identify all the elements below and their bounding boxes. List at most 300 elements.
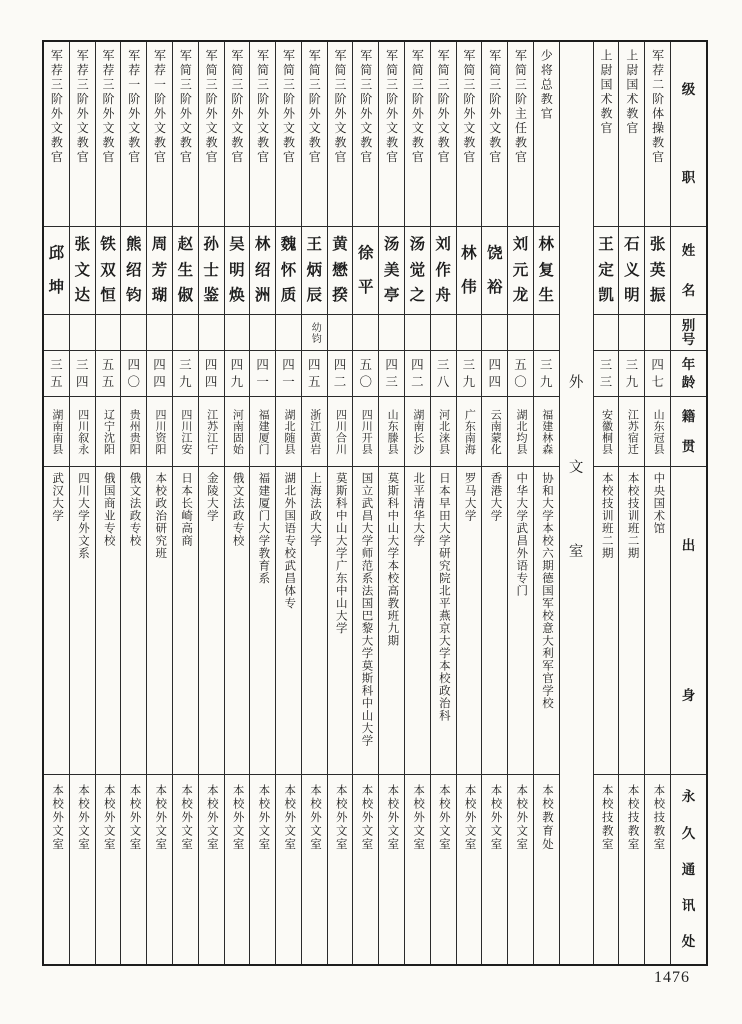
origin-text: 本校技训班二期 xyxy=(600,472,613,560)
age-cell xyxy=(645,351,670,397)
alias-cell xyxy=(44,315,69,351)
age-cell xyxy=(379,351,404,397)
alias-cell xyxy=(431,315,456,351)
name-cell xyxy=(534,227,559,315)
name-char: 饶 xyxy=(486,244,503,262)
rank-text: 军简三阶外文教官 xyxy=(307,49,322,165)
name-char: 达 xyxy=(74,287,90,305)
age-cell xyxy=(482,351,507,397)
age-cell xyxy=(457,351,482,397)
age-char: 三 xyxy=(179,357,192,372)
native-cell xyxy=(594,397,619,467)
name-cell xyxy=(276,227,301,315)
rank-text: 军简三阶外文教官 xyxy=(178,49,193,165)
name-cell xyxy=(121,227,146,315)
alias-cell xyxy=(405,315,430,351)
name-char: 熊 xyxy=(126,236,142,254)
age-char: 四 xyxy=(385,357,398,372)
age-char: 四 xyxy=(488,374,501,389)
origin-cell xyxy=(199,467,224,775)
rank-text: 军荐一阶外文教官 xyxy=(126,49,141,165)
native-cell xyxy=(534,397,559,467)
native-text: 湖北随县 xyxy=(282,408,295,455)
rank-text: 军简三阶外文教官 xyxy=(229,49,244,165)
age-char: 三 xyxy=(599,357,613,372)
native-text: 四川资阳 xyxy=(154,408,167,455)
contact-cell xyxy=(353,775,378,964)
native-cell xyxy=(225,397,250,467)
name-char: 明 xyxy=(624,287,640,305)
contact-cell xyxy=(405,775,430,964)
header-alias-char: 别 xyxy=(681,318,696,333)
alias-cell xyxy=(250,315,275,351)
person-column xyxy=(618,42,644,964)
age-char: 四 xyxy=(307,357,321,372)
person-column xyxy=(644,42,670,964)
name-char: 芳 xyxy=(151,261,168,279)
name-char: 周 xyxy=(151,236,168,254)
alias-cell xyxy=(482,315,507,351)
native-cell xyxy=(508,397,533,467)
age-char: 四 xyxy=(204,374,218,389)
alias-cell xyxy=(457,315,482,351)
contact-text: 本校外文室 xyxy=(360,784,373,852)
age-cell xyxy=(44,351,69,397)
header-rank-char: 级 xyxy=(681,82,696,98)
contact-text: 本校外文室 xyxy=(515,784,528,852)
contact-text: 本校外文室 xyxy=(308,784,321,852)
native-text: 湖南长沙 xyxy=(411,408,424,455)
header-alias-char: 号 xyxy=(681,331,696,347)
age-char: 四 xyxy=(488,357,501,372)
contact-cell xyxy=(147,775,172,964)
age-char: 三 xyxy=(540,357,553,372)
origin-cell xyxy=(44,467,69,775)
rank-cell xyxy=(302,42,327,227)
rank-cell xyxy=(147,42,172,227)
person-column xyxy=(533,42,559,964)
native-cell xyxy=(645,397,670,467)
name-cell xyxy=(147,227,172,315)
alias-cell xyxy=(302,315,327,351)
alias-text: 幼钧 xyxy=(309,321,321,344)
alias-cell xyxy=(173,315,198,351)
age-char: 三 xyxy=(385,374,398,389)
person-column xyxy=(224,42,250,964)
rank-cell xyxy=(276,42,301,227)
name-char: 舟 xyxy=(435,287,451,305)
origin-text: 中华大学武昌外语专门 xyxy=(515,472,528,597)
person-column xyxy=(44,42,69,964)
name-char: 邱 xyxy=(48,244,65,262)
rank-text: 军荐一阶外文教官 xyxy=(152,49,167,165)
alias-cell xyxy=(276,315,301,351)
origin-cell xyxy=(225,467,250,775)
native-text: 四川江安 xyxy=(179,408,192,455)
age-cell xyxy=(328,351,353,397)
name-char: 钧 xyxy=(126,287,142,305)
contact-cell xyxy=(96,775,121,964)
age-char: 四 xyxy=(230,357,244,372)
age-cell xyxy=(199,351,224,397)
age-char: 四 xyxy=(127,357,141,372)
alias-cell xyxy=(379,315,404,351)
origin-cell xyxy=(353,467,378,775)
contact-text: 本校技教室 xyxy=(600,784,613,852)
name-char: 凯 xyxy=(598,287,614,305)
contact-text: 本校外文室 xyxy=(412,784,425,852)
name-char: 怀 xyxy=(280,261,297,279)
name-char: 吴 xyxy=(229,236,245,254)
rank-cell xyxy=(534,42,559,227)
name-char: 生 xyxy=(538,287,555,305)
alias-cell xyxy=(645,315,670,351)
header-age-char: 龄 xyxy=(681,375,696,390)
section-divider-column xyxy=(559,42,593,964)
origin-cell xyxy=(121,467,146,775)
age-char: 五 xyxy=(101,357,115,372)
name-cell xyxy=(199,227,224,315)
age-char: 九 xyxy=(462,374,476,389)
rank-text: 军简三阶外文教官 xyxy=(358,49,373,165)
name-char: 赵 xyxy=(177,236,194,254)
age-cell xyxy=(431,351,456,397)
native-text: 江苏宿迁 xyxy=(626,408,639,455)
name-char: 俶 xyxy=(177,287,194,305)
rank-text: 军简三阶外文教官 xyxy=(384,49,399,165)
contact-cell xyxy=(431,775,456,964)
age-char: 五 xyxy=(50,374,63,389)
alias-cell xyxy=(96,315,121,351)
name-char: 林 xyxy=(254,236,271,254)
header-age-char: 年 xyxy=(681,356,696,372)
contact-text: 本校外文室 xyxy=(180,784,193,852)
person-column xyxy=(198,42,224,964)
name-char: 质 xyxy=(280,287,297,305)
native-cell xyxy=(353,397,378,467)
age-cell xyxy=(534,351,559,397)
contact-cell xyxy=(276,775,301,964)
name-cell xyxy=(508,227,533,315)
name-char: 定 xyxy=(598,261,614,279)
contact-text: 本校外文室 xyxy=(386,784,399,852)
name-char: 复 xyxy=(538,261,555,279)
native-cell xyxy=(457,397,482,467)
origin-text: 本校技训班二期 xyxy=(626,472,639,560)
name-char: 焕 xyxy=(229,287,245,305)
contact-cell xyxy=(594,775,619,964)
native-text: 河南固始 xyxy=(231,408,244,455)
person-column xyxy=(327,42,353,964)
origin-cell xyxy=(594,467,619,775)
contact-cell xyxy=(457,775,482,964)
name-char: 亭 xyxy=(383,287,400,305)
name-char: 刘 xyxy=(435,236,451,254)
contact-text: 本校技教室 xyxy=(626,784,639,852)
origin-cell xyxy=(328,467,353,775)
rank-cell xyxy=(379,42,404,227)
name-char: 义 xyxy=(624,261,640,279)
contact-cell xyxy=(225,775,250,964)
native-cell xyxy=(379,397,404,467)
person-column xyxy=(69,42,95,964)
rank-text: 军简三阶主任教官 xyxy=(513,49,528,165)
name-char: 洲 xyxy=(254,287,271,305)
name-char: 觉 xyxy=(409,261,426,279)
person-column xyxy=(507,42,533,964)
alias-cell xyxy=(225,315,250,351)
native-text: 江苏江宁 xyxy=(205,408,218,455)
rank-text: 上尉国术教官 xyxy=(624,49,639,136)
contact-cell xyxy=(379,775,404,964)
age-char: 一 xyxy=(256,374,269,389)
person-column xyxy=(146,42,172,964)
name-char: 裕 xyxy=(486,278,503,296)
name-cell xyxy=(594,227,619,315)
age-char: 四 xyxy=(153,374,166,389)
contact-cell xyxy=(534,775,559,964)
rank-text: 军简三阶外文教官 xyxy=(255,49,270,165)
header-contact-char: 讯 xyxy=(681,897,696,913)
age-char: 三 xyxy=(625,357,639,372)
name-cell xyxy=(379,227,404,315)
origin-cell xyxy=(70,467,95,775)
rank-text: 军简三阶外文教官 xyxy=(410,49,425,165)
contact-cell xyxy=(121,775,146,964)
name-char: 恒 xyxy=(100,287,116,305)
name-char: 平 xyxy=(358,278,374,296)
header-name-label xyxy=(671,227,706,315)
name-char: 揆 xyxy=(332,287,348,305)
origin-cell xyxy=(405,467,430,775)
contact-text: 本校外文室 xyxy=(283,784,296,852)
origin-text: 武汉大学 xyxy=(51,472,64,522)
rank-text: 上尉国术教官 xyxy=(599,49,614,136)
age-char: 八 xyxy=(436,374,450,389)
header-rank-label xyxy=(671,42,706,227)
age-char: 五 xyxy=(359,357,373,372)
section-divider-char: 文 xyxy=(568,459,584,476)
native-text: 云南蒙化 xyxy=(489,408,502,455)
header-origin-label xyxy=(671,467,706,775)
person-column xyxy=(456,42,482,964)
native-text: 贵州贵阳 xyxy=(128,408,141,455)
rank-cell xyxy=(250,42,275,227)
header-alias-label xyxy=(671,315,706,351)
native-cell xyxy=(276,397,301,467)
native-cell xyxy=(70,397,95,467)
person-column xyxy=(172,42,198,964)
rank-cell xyxy=(328,42,353,227)
origin-cell xyxy=(250,467,275,775)
contact-text: 本校外文室 xyxy=(51,784,64,852)
name-cell xyxy=(482,227,507,315)
header-column xyxy=(670,42,706,964)
native-text: 四川合川 xyxy=(334,408,347,455)
person-column xyxy=(95,42,121,964)
name-char: 王 xyxy=(598,236,614,254)
native-text: 山东冠县 xyxy=(652,408,665,455)
person-column xyxy=(301,42,327,964)
contact-cell xyxy=(250,775,275,964)
alias-cell xyxy=(121,315,146,351)
name-char: 汤 xyxy=(383,236,400,254)
age-char: 九 xyxy=(540,374,553,389)
name-char: 元 xyxy=(512,261,529,279)
age-char: 四 xyxy=(75,374,89,389)
contact-text: 本校外文室 xyxy=(437,784,450,852)
name-char: 黄 xyxy=(332,236,348,254)
age-cell xyxy=(508,351,533,397)
person-column xyxy=(404,42,430,964)
rank-cell xyxy=(225,42,250,227)
rank-cell xyxy=(508,42,533,227)
age-char: 三 xyxy=(50,357,63,372)
rank-cell xyxy=(121,42,146,227)
native-cell xyxy=(121,397,146,467)
name-char: 张 xyxy=(649,236,666,254)
origin-text: 本校政治研究班 xyxy=(154,472,167,560)
name-char: 作 xyxy=(435,261,451,279)
name-char: 振 xyxy=(649,287,666,305)
rank-text: 军荐三阶外文教官 xyxy=(75,49,90,165)
rank-cell xyxy=(199,42,224,227)
origin-cell xyxy=(276,467,301,775)
contact-text: 本校外文室 xyxy=(102,784,115,852)
name-char: 双 xyxy=(100,261,116,279)
contact-cell xyxy=(70,775,95,964)
origin-cell xyxy=(379,467,404,775)
contact-cell xyxy=(645,775,670,964)
origin-text: 香港大学 xyxy=(489,472,502,522)
origin-text: 金陵大学 xyxy=(205,472,218,522)
header-name-char: 姓 xyxy=(681,243,696,258)
name-cell xyxy=(70,227,95,315)
rank-cell xyxy=(645,42,670,227)
person-column xyxy=(593,42,619,964)
name-char: 王 xyxy=(306,236,322,254)
native-text: 四川开县 xyxy=(360,408,373,455)
origin-text: 福建厦门大学教育系 xyxy=(257,472,270,585)
native-cell xyxy=(405,397,430,467)
name-char: 之 xyxy=(409,287,426,305)
rank-text: 军简三阶外文教官 xyxy=(333,49,348,165)
header-native-char: 贯 xyxy=(681,439,696,454)
roster-table xyxy=(42,40,708,966)
rank-cell xyxy=(405,42,430,227)
name-char: 生 xyxy=(177,261,194,279)
contact-cell xyxy=(482,775,507,964)
rank-text: 军荐二阶体操教官 xyxy=(650,49,665,165)
native-text: 安徽桐县 xyxy=(600,408,613,455)
name-char: 张 xyxy=(74,236,90,254)
origin-cell xyxy=(147,467,172,775)
alias-cell xyxy=(70,315,95,351)
origin-text: 中央国术馆 xyxy=(652,472,665,535)
rank-text: 军简三阶外文教官 xyxy=(281,49,296,165)
name-cell xyxy=(431,227,456,315)
age-char: 五 xyxy=(514,357,527,372)
person-column xyxy=(430,42,456,964)
age-char: 一 xyxy=(282,374,295,389)
section-divider-char: 外 xyxy=(568,375,584,392)
name-cell xyxy=(405,227,430,315)
header-contact-char: 处 xyxy=(681,934,696,950)
contact-text: 本校外文室 xyxy=(231,784,244,852)
alias-cell xyxy=(508,315,533,351)
age-char: 三 xyxy=(75,357,89,372)
name-char: 辰 xyxy=(306,287,322,305)
age-char: 〇 xyxy=(127,374,141,389)
age-cell xyxy=(250,351,275,397)
rank-cell xyxy=(594,42,619,227)
contact-text: 本校外文室 xyxy=(128,784,141,852)
age-cell xyxy=(302,351,327,397)
rank-text: 军荐三阶外文教官 xyxy=(100,49,115,165)
origin-text: 日本早田大学研究院北平燕京大学本校政治科 xyxy=(437,472,450,722)
name-char: 鉴 xyxy=(203,287,219,305)
header-contact-char: 通 xyxy=(681,861,696,877)
age-char: 四 xyxy=(153,357,166,372)
name-char: 懋 xyxy=(332,261,348,279)
rank-cell xyxy=(457,42,482,227)
rank-text: 少将总教官 xyxy=(539,49,554,122)
age-char: 四 xyxy=(204,357,218,372)
name-char: 林 xyxy=(461,244,477,262)
origin-text: 莫斯科中山大学广东中山大学 xyxy=(334,472,347,635)
person-column xyxy=(352,42,378,964)
name-char: 石 xyxy=(624,236,640,254)
rank-cell xyxy=(96,42,121,227)
rank-text: 军荐三阶外文教官 xyxy=(49,49,64,165)
age-char: 四 xyxy=(651,357,664,372)
contact-text: 本校外文室 xyxy=(154,784,167,852)
name-char: 魏 xyxy=(280,236,297,254)
person-column xyxy=(481,42,507,964)
origin-text: 协和大学本校六期德国军校意大利军官学校 xyxy=(541,472,554,710)
origin-text: 上海法政大学 xyxy=(308,472,321,547)
rank-cell xyxy=(431,42,456,227)
age-char: 二 xyxy=(411,374,424,389)
native-text: 四川叙永 xyxy=(76,408,89,455)
age-char: 〇 xyxy=(514,374,527,389)
age-cell xyxy=(405,351,430,397)
origin-text: 俄文法政专校 xyxy=(231,472,244,547)
age-char: 七 xyxy=(651,374,664,389)
native-cell xyxy=(431,397,456,467)
native-cell xyxy=(96,397,121,467)
native-cell xyxy=(147,397,172,467)
contact-text: 本校教育处 xyxy=(541,784,554,852)
origin-text: 四川大学外文系 xyxy=(76,472,89,560)
name-char: 孙 xyxy=(203,236,219,254)
rank-text: 军简三阶外文教官 xyxy=(436,49,451,165)
native-text: 辽宁沈阳 xyxy=(102,408,115,455)
contact-cell xyxy=(199,775,224,964)
age-char: 二 xyxy=(333,374,347,389)
native-cell xyxy=(250,397,275,467)
name-cell xyxy=(645,227,670,315)
age-char: 四 xyxy=(333,357,347,372)
age-char: 三 xyxy=(599,374,613,389)
name-char: 林 xyxy=(538,236,555,254)
age-char: 九 xyxy=(179,374,192,389)
origin-cell xyxy=(534,467,559,775)
age-char: 〇 xyxy=(359,374,373,389)
contact-text: 本校外文室 xyxy=(76,784,89,852)
native-cell xyxy=(302,397,327,467)
name-char: 徐 xyxy=(358,244,374,262)
